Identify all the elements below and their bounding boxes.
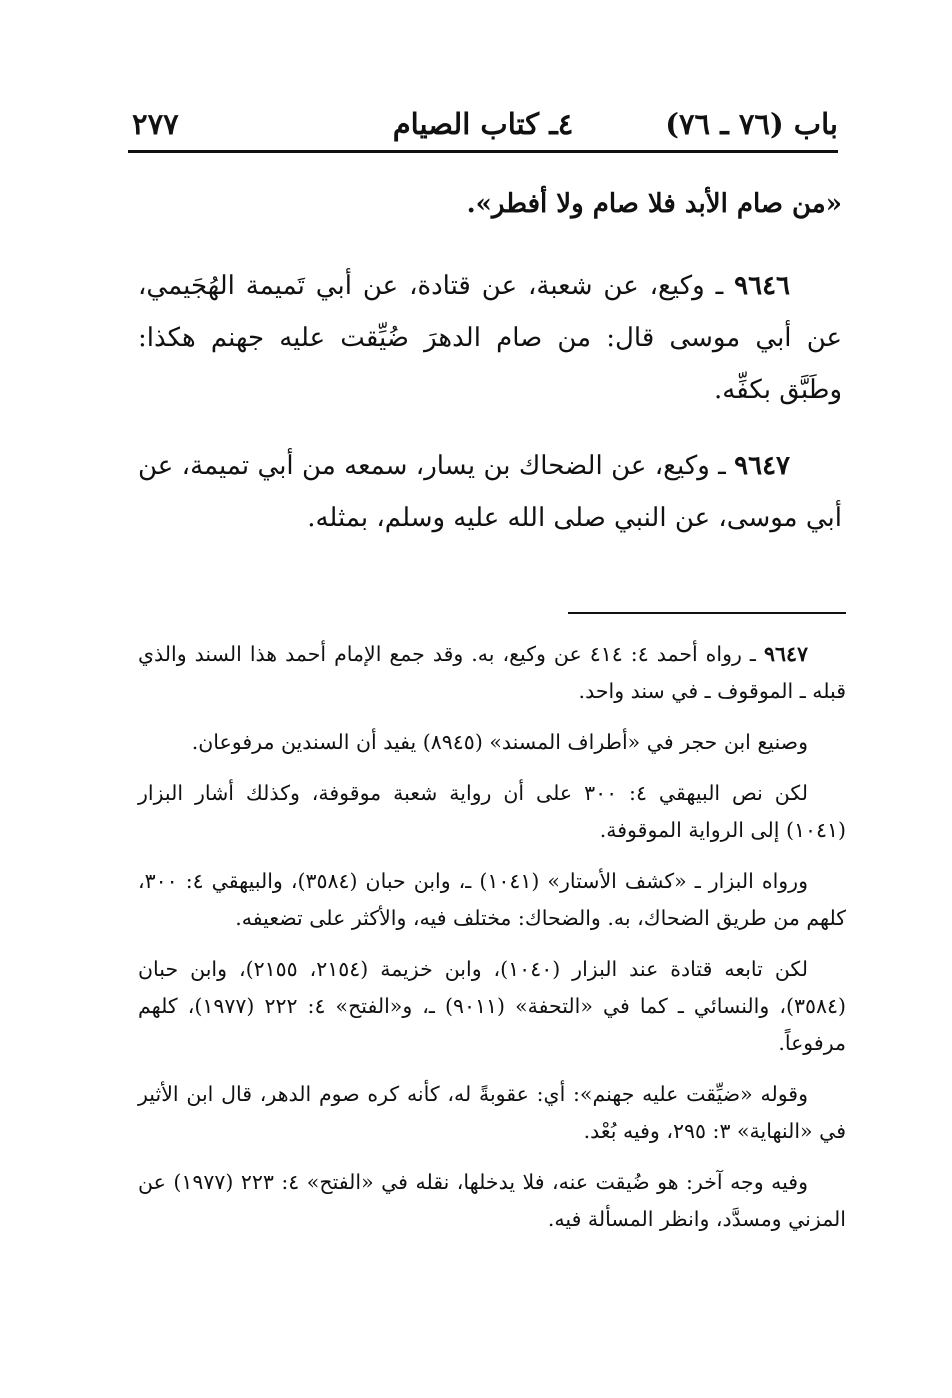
chapter-title: باب (٧٦ ـ ٧٦) [665, 107, 838, 141]
hadith-text: ـ وكيع، عن الضحاك بن يسار، سمعه من أبي تميمة، عن أبي موسى، عن النبي صلى الله عليه وسلم، بمثله. [138, 451, 842, 533]
footnote-text: وفيه وجه آخر: هو ضُيقت عنه، فلا يدخلها، نقله في «الفتح» ٤: ٢٢٣ (١٩٧٧) عن المزني ومسدَّد، وانظر المسألة فيه. [138, 1170, 846, 1231]
hadith-text: ـ وكيع، عن شعبة، عن قتادة، عن أبي تَميمة الهُجَيمي، عن أبي موسى قال: من صام الدهرَ ضُيِّقت عليه جهنم هكذا: وطَبَّق بكفِّه. [138, 271, 842, 405]
footnote-number: ٩٦٤٧ [763, 642, 808, 666]
page-number: ٢٧٧ [132, 107, 179, 141]
footnote-paragraph [138, 1076, 846, 1150]
running-header [128, 104, 838, 148]
footnote-text: لكن نص البيهقي ٤: ٣٠٠ على أن رواية شعبة موقوفة، وكذلك أشار البزار (١٠٤١) إلى الرواية الموقوفة. [138, 781, 846, 842]
footnote-paragraph [138, 724, 846, 761]
header-divider [128, 150, 838, 153]
footnote-text: لكن تابعه قتادة عند البزار (١٠٤٠)، وابن خزيمة (٢١٥٤، ٢١٥٥)، وابن حبان (٣٥٨٤)، والنسائي ـ كما في «التحفة» (٩٠١١) ـ، و«الفتح» ٤: ٢٢٢ (١٩٧٧)، كلهم مرفوعاً. [138, 957, 846, 1055]
footnote-text: ورواه البزار ـ «كشف الأستار» (١٠٤١) ـ، وابن حبان (٣٥٨٤)، والبيهقي ٤: ٣٠٠، كلهم من طريق الضحاك، به. والضحاك: مختلف فيه، والأكثر على تضعيفه. [138, 869, 846, 930]
continued-hadith-text: «من صام الأبد فلا صام ولا أفطر». [466, 189, 842, 219]
hadith-number: ٩٦٤٧ [734, 451, 790, 481]
footnote-divider [568, 612, 846, 614]
hadith-paragraph [138, 440, 842, 544]
footnotes [138, 636, 846, 1252]
footnote-text: وقوله «ضيِّقت عليه جهنم»: أي: عقوبةً له، كأنه كره صوم الدهر، قال ابن الأثير في «النهاية» ٣: ٢٩٥، وفيه بُعْد. [138, 1082, 846, 1143]
footnote-paragraph [138, 1164, 846, 1238]
book-title: ٤ـ كتاب الصيام [392, 107, 574, 141]
hadith-paragraph [138, 260, 842, 416]
footnote-paragraph [138, 951, 846, 1062]
footnote-paragraph [138, 775, 846, 849]
footnote-paragraph [138, 863, 846, 937]
footnote-paragraph [138, 636, 846, 710]
footnote-text: ـ رواه أحمد ٤: ٤١٤ عن وكيع، به. وقد جمع الإمام أحمد هذا السند والذي قبله ـ الموقوف ـ في سند واحد. [138, 642, 846, 703]
footnote-text: وصنيع ابن حجر في «أطراف المسند» (٨٩٤٥) يفيد أن السندين مرفوعان. [191, 730, 808, 754]
main-text [138, 178, 842, 568]
hadith-number: ٩٦٤٦ [734, 271, 791, 301]
